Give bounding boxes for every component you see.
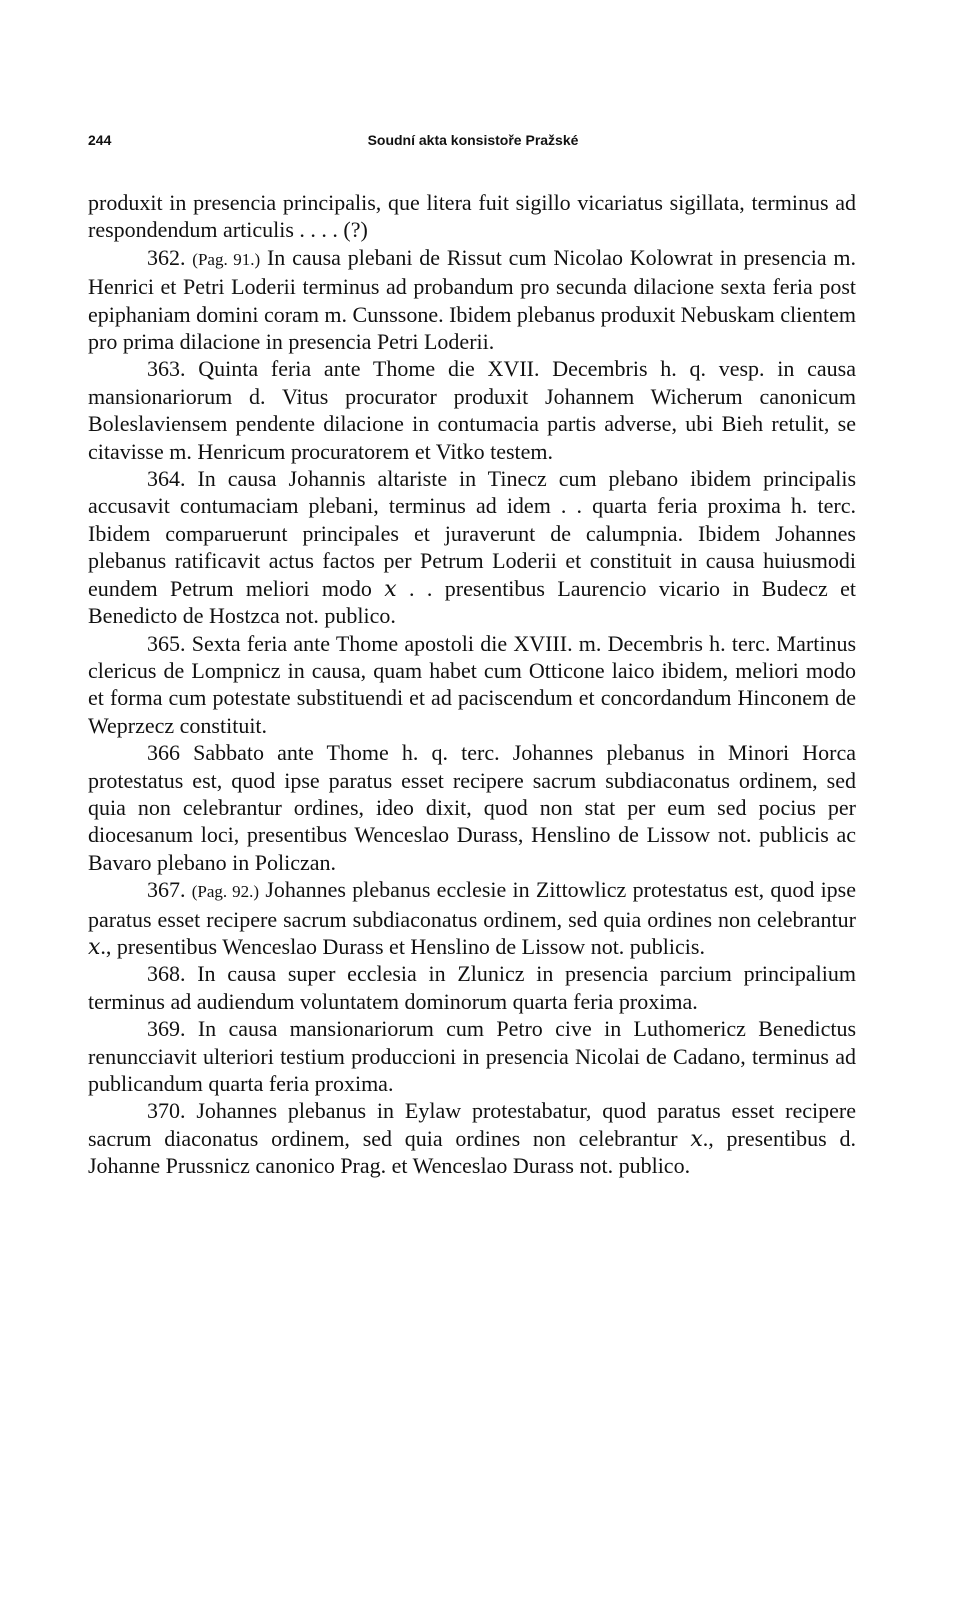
entry-number: 364. [147, 466, 186, 492]
entry-number: 369. [147, 1016, 186, 1042]
entry-370 [88, 1097, 856, 1179]
entry-366 [88, 739, 856, 876]
page-title: Soudní akta konsistoře Pražské [367, 132, 579, 148]
page-reference: (Pag. 91.) [192, 249, 261, 269]
entry-text: Johannes plebanus in Eylaw protestabatur, quod paratus esset recipere sacrum diaconatus ordinem, sed quia ordines non celebrantur 𝑥., presentibus d. Johanne Prussnicz canonico Prag. et Wenceslao Durass not. publico. [88, 1098, 856, 1179]
page-number: 244 [88, 132, 112, 148]
entry-number: 366 [147, 740, 180, 766]
intro-paragraph [88, 189, 856, 244]
entry-text: Quinta feria ante Thome die XVII. Decembris h. q. vesp. in causa mansionariorum d. Vitus procurator produxit Johannem Wicherum canonicum Boleslaviensem pendente dilacione in contumacia partis adverse, ubi Bieh retulit, se citavisse m. Henricum procuratorem et Vitko testem. [88, 356, 857, 464]
entry-number: 370. [147, 1098, 186, 1124]
entry-text: In causa Johannis altariste in Tinecz cum plebano ibidem principalis accusavit contumaciam plebani, terminus ad idem . . quarta feria proxima h. terc. Ibidem comparuerunt principales et juraverunt de calumpnia. Ibidem Johannes plebanus ratificavit actus factos per Petrum Loderii et constituit in causa huiusmodi eundem Petrum meliori modo 𝑥 . . presentibus Laurencio vicario in Budecz et Benedicto de Hostzca not. publico. [88, 466, 857, 629]
entry-text: Sexta feria ante Thome apostoli die XVIII. m. Decembris h. terc. Martinus clericus de Lompnicz in causa, quam habet cum Otticone laico ibidem, meliori modo et forma cum potestate substituendi et ad paciscendum et concordandum Hinconem de Weprzecz constituit. [88, 630, 857, 738]
entry-367 [88, 876, 856, 960]
entry-text: Sabbato ante Thome h. q. terc. Johannes plebanus in Minori Horca protestatus est, quod ipse paratus esset recipere sacrum subdiaconatus ordinem, sed quia non celebrantur ordines, ideo dixit, quod non stat per eum sed pocius per diocesanum loci, presentibus Wenceslao Durass, Henslino de Lissow not. publicis ac Bavaro plebano in Policzan. [88, 740, 857, 875]
entry-number: 362. [147, 244, 186, 270]
entry-365 [88, 630, 856, 740]
entry-368 [88, 960, 856, 1015]
entry-362 [88, 244, 856, 356]
entry-number: 365. [147, 630, 186, 656]
entry-363 [88, 355, 856, 465]
entry-number: 368. [147, 961, 186, 987]
entry-text: In causa mansionariorum cum Petro cive in Luthomericz Benedictus renuncciavit ulteriori testium produccioni in presencia Nicolai de Cadano, terminus ad publicandum quarta feria proxima. [88, 1016, 857, 1096]
page-reference: (Pag. 92.) [191, 882, 260, 902]
entry-number: 367. [147, 877, 186, 903]
running-head [88, 130, 858, 150]
entry-number: 363. [147, 356, 186, 382]
entry-369 [88, 1015, 856, 1097]
intro-text: produxit in presencia principalis, que litera fuit sigillo vicariatus sigillata, terminus ad respondendum articulis . . . . (?) [88, 190, 856, 243]
entry-text: Johannes plebanus ecclesie in Zittowlicz protestatus est, quod ipse paratus esset recipere sacrum subdiaconatus ordinem, sed quia ordines non celebrantur 𝑥., presentibus Wenceslao Durass et Henslino de Lissow not. publicis. [88, 877, 857, 959]
entry-text: In causa plebani de Rissut cum Nicolao Kolowrat in presencia m. Henrici et Petri Loderii terminus ad probandum pro secunda dilacione sexta feria post epiphaniam domini coram m. Cunssone. Ibidem plebanus produxit Nebuskam clientem pro prima dilacione in presencia Petri Loderii. [88, 244, 857, 355]
entry-364 [88, 465, 856, 629]
entry-text: In causa super ecclesia in Zlunicz in presencia parcium principalium terminus ad audiendum voluntatem dominorum quarta feria proxima. [88, 961, 857, 1014]
body-text [88, 189, 856, 1180]
